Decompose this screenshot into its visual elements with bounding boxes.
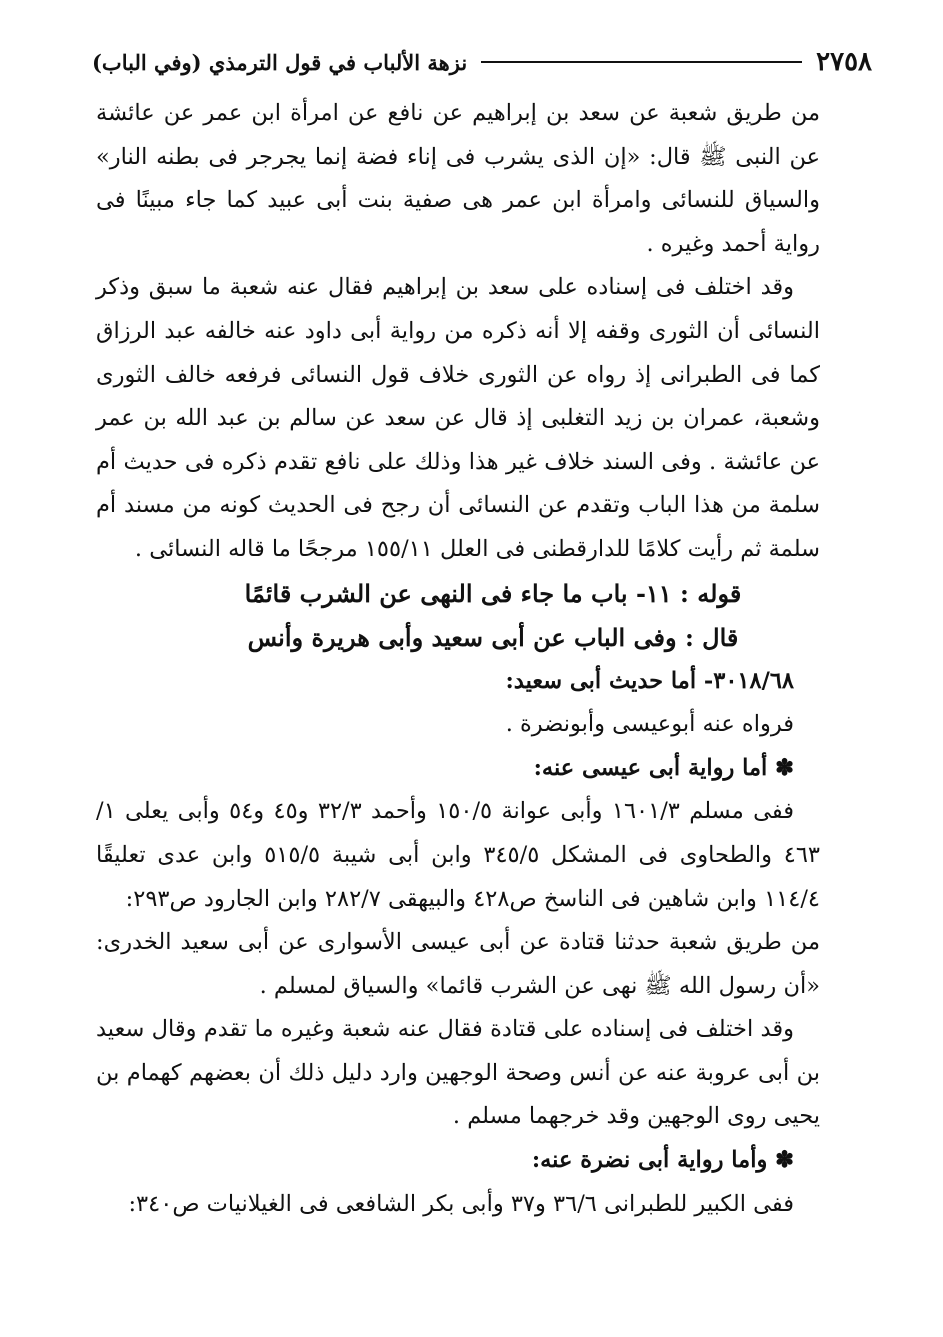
page-number: ٢٧٥٨ <box>816 47 872 77</box>
page-body <box>96 92 820 1226</box>
chapter-subheading: قال : وفى الباب عن أبى سعيد وأبى هريرة وأنس <box>247 622 739 652</box>
paragraph-5: من طريق شعبة حدثنا قتادة عن أبى عيسى الأسوارى عن أبى سعيد الخدرى: «أن رسول الله ﷺ نهى عن الشرب قائما» والسياق لمسلم . <box>96 929 820 999</box>
narration-heading-2: ✽ وأما رواية أبى نضرة عنه: <box>531 1147 794 1174</box>
chapter-heading: قوله : ١١- باب ما جاء فى النهى عن الشرب قائمًا <box>244 578 742 608</box>
running-title: نزهة الألباب في قول الترمذي (وفي الباب) <box>92 49 468 75</box>
page-header <box>92 40 872 84</box>
header-rule <box>481 61 802 63</box>
paragraph-1: من طريق شعبة عن سعد بن إبراهيم عن نافع عن امرأة ابن عمر عن عائشة عن النبى ﷺ قال: «إن الذى يشرب فى إناء فضة إنما يجرجر فى بطنه النار» والسياق للنسائى وامرأة ابن عمر هى صفية بنت أبى عبيد كما جاء مبينًا فى رواية أحمد وغيره . <box>96 100 820 257</box>
paragraph-2: وقد اختلف فى إسناده على سعد بن إبراهيم فقال عنه شعبة ما سبق وذكر النسائى أن الثورى وقفه إلا أنه ذكره من رواية أبى داود عنه خالفه عبد الرزاق كما فى الطبرانى إذ رواه عن الثورى خلاف قول النسائى فرفعه خالف الثورى وشعبة، عمران بن زيد التغلبى إذ قال عن سعد عن سالم بن عبد الله بن عمر عن عائشة . وفى السند خلاف غير هذا وذلك على نافع تقدم ذكره فى حديث أم سلمة من هذا الباب وتقدم عن النسائى أن رجح فى الحديث كونه من مسند أم سلمة ثم رأيت كلامًا للدارقطنى فى العلل ١٥٥/١١ مرجحًا ما قاله النسائى . <box>96 274 820 562</box>
paragraph-6: وقد اختلف فى إسناده على قتادة فقال عنه شعبة وغيره ما تقدم وقال سعيد بن أبى عروبة عنه عن أنس وصحة الوجهين وارد دليل ذلك أن بعضهم كهمام بن يحيى روى الوجهين وقد خرجهما مسلم . <box>96 1016 820 1130</box>
paragraph-3: فرواه عنه أبوعيسى وأبونضرة . <box>505 711 794 738</box>
narration-heading-1: ✽ أما رواية أبى عيسى عنه: <box>533 754 794 781</box>
hadith-heading: ٣٠١٨/٦٨- أما حديث أبى سعيد: <box>505 667 794 694</box>
paragraph-4: ففى مسلم ١٦٠١/٣ وأبى عوانة ١٥٠/٥ وأحمد ٣٢/٣ و٤٥ و٥٤ وأبى يعلى ١/ ٤٦٣ والطحاوى فى المشكل ٣٤٥/٥ وابن أبى شيبة ٥١٥/٥ وابن عدى تعليقًا ١١٤/٤ وابن شاهين فى الناسخ ص٤٢٨ والبيهقى ٢٨٢/٧ وابن الجارود ص٢٩٣: <box>96 798 820 912</box>
paragraph-7: ففى الكبير للطبرانى ٣٦/٦ و٣٧ وأبى بكر الشافعى فى الغيلانيات ص٣٤٠: <box>128 1190 794 1217</box>
